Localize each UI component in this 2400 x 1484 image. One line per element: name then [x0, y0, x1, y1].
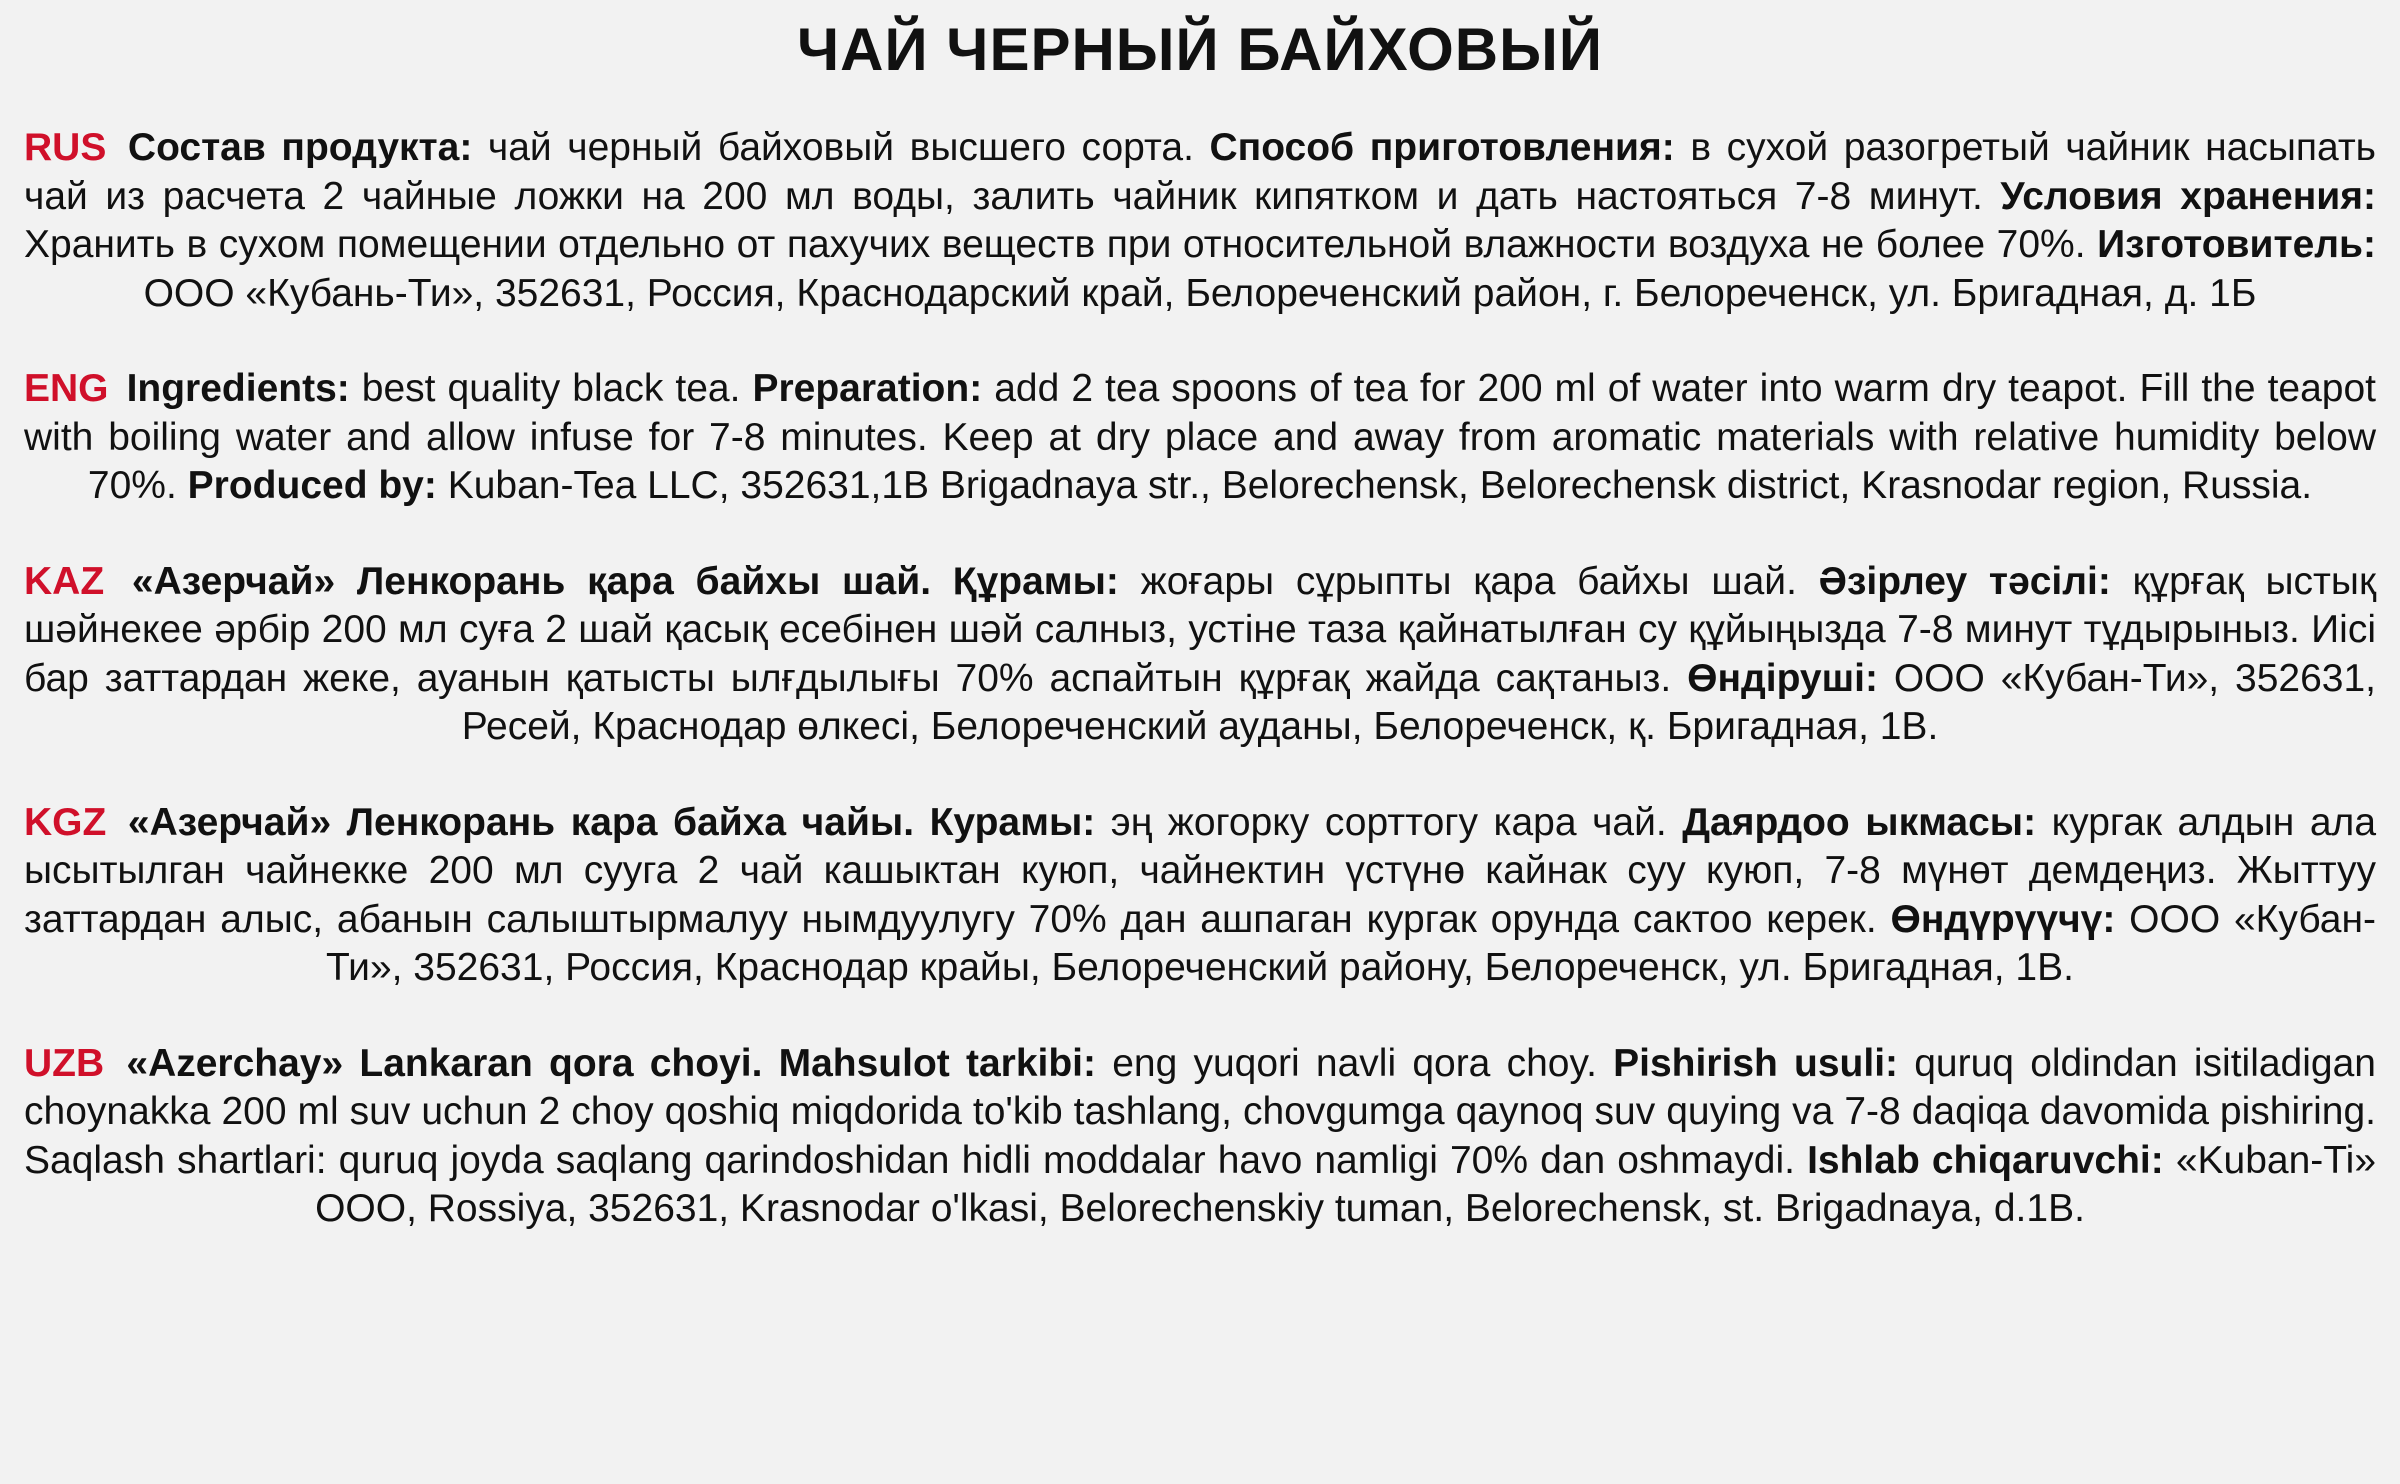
- language-code: ENG: [24, 367, 109, 410]
- heading-ingredients: «Азерчай» Ленкорань қара байхы шай. Құрамы:: [131, 559, 1119, 603]
- section-rus: [24, 124, 2376, 318]
- language-code: UZB: [24, 1041, 105, 1085]
- body-text: ООО «Кубан-Ти», 352631, Россия, Краснодар крайы, Белореченский району, Белореченск, ул. Бригадная, 1В.: [326, 897, 2376, 989]
- page-title: ЧАЙ ЧЕРНЫЙ БАЙХОВЫЙ: [797, 16, 1603, 83]
- body-text: quruq oldindan isitiladigan choynakka 200 ml suv uchun 2 choy qoshiq miqdorida to'kib tashlang, chovgumga qaynoq suv quying va 7-8 daqiqa davomida pishiring. Saqlash shartlari: quruq joyda saqlang qarindoshidan hidli moddalar havo namligi 70% dan oshmaydi.: [24, 1041, 2376, 1182]
- section-eng: [24, 365, 2376, 511]
- heading-ingredients: «Azerchay» Lankaran qora choyi. Mahsulot tarkibi:: [126, 1041, 1096, 1085]
- heading-manufacturer: Изготовитель:: [2097, 223, 2376, 266]
- heading-storage: Условия хранения:: [2000, 174, 2376, 218]
- section-uzb: [24, 1040, 2376, 1234]
- body-text: в сухой разогретый чайник насыпать чай из расчета 2 чайные ложки на 200 мл воды, залить чайник кипятком и дать настояться 7-8 минут.: [24, 126, 2376, 218]
- heading-manufacturer: Produced by:: [187, 464, 437, 507]
- body-text: эң жогорку сорттогу кара чай.: [1095, 800, 1683, 844]
- heading-ingredients: Состав продукта:: [127, 126, 473, 169]
- body-text: Хранить в сухом помещении отдельно от пахучих веществ при относительной влажности воздуха не более 70%.: [24, 223, 2098, 266]
- heading-manufacturer: Өндіруші:: [1687, 656, 1878, 700]
- heading-preparation: Әзірлеу тәсілі:: [1818, 559, 2111, 603]
- heading-preparation: Pishirish usuli:: [1613, 1041, 1899, 1085]
- body-text: ООО «Кубан-Ти», 352631, Ресей, Краснодар өлкесі, Белореченский ауданы, Белореченск, қ. Бригадная, 1В.: [461, 656, 2376, 748]
- body-text: ООО «Кубань-Ти», 352631, Россия, Краснодарский край, Белореченский район, г. Белореченск, ул. Бригадная, д. 1Б: [143, 271, 2257, 315]
- heading-preparation: Способ приготовления:: [1209, 126, 1675, 169]
- body-text: жоғары сұрыпты қара байхы шай.: [1118, 559, 1819, 603]
- heading-ingredients: «Азерчай» Ленкорань кара байха чайы. Курамы:: [127, 800, 1096, 844]
- body-text: чай черный байховый высшего сорта.: [472, 126, 1210, 169]
- body-text: «Kuban-Ti» OOO, Rossiya, 352631, Krasnodar o'lkasi, Belorechenskiy tuman, Belorechensk, st. Brigadnaya, d.1B.: [315, 1138, 2377, 1230]
- body-text: Kuban-Tea LLC, 352631,1B Brigadnaya str., Belorechensk, Belorechensk district, Krasnodar region, Russia.: [436, 464, 2313, 507]
- language-code: KGZ: [24, 800, 107, 844]
- body-text: құрғақ ыстық шәйнекее әрбір 200 мл суға 2 шай қасық есебінен шәй салныз, устіне таза қайнатылған су құйыңызда 7-8 минут тұдырыныз. Иісі бар заттардан жеке, ауанын қатысты ылғдылығы 70% аспайтын құрғақ жайда сақтаныз.: [24, 559, 2377, 700]
- heading-ingredients: Ingredients:: [126, 367, 350, 410]
- body-text: best quality black tea.: [349, 367, 753, 410]
- heading-preparation: Даярдоо ыкмасы:: [1682, 800, 2037, 844]
- heading-manufacturer: Ishlab chiqaruvchi:: [1807, 1138, 2164, 1182]
- heading-manufacturer: Өндүрүүчү:: [1890, 897, 2116, 941]
- language-code: KAZ: [24, 559, 105, 603]
- section-kgz: [24, 799, 2376, 993]
- heading-preparation: Preparation:: [752, 367, 983, 410]
- section-kaz: [24, 558, 2376, 752]
- body-text: кургак алдын ала ысытылган чайнекке 200 мл сууга 2 чай кашыктан куюп, чайнектин үстүнө кайнак суу куюп, 7-8 мүнөт демдеңиз. Жыттуу заттардан алыс, абанын салыштырмалуу нымдуулугу 70% дан ашпаган кургак орунда сактоо керек.: [24, 800, 2377, 941]
- body-text: add 2 tea spoons of tea for 200 ml of water into warm dry teapot. Fill the teapot with boiling water and allow infuse for 7-8 minutes. Keep at dry place and away from aromatic materials with relative humidity below 70%.: [24, 367, 2376, 507]
- body-text: eng yuqori navli qora choy.: [1096, 1041, 1614, 1085]
- language-code: RUS: [24, 126, 107, 169]
